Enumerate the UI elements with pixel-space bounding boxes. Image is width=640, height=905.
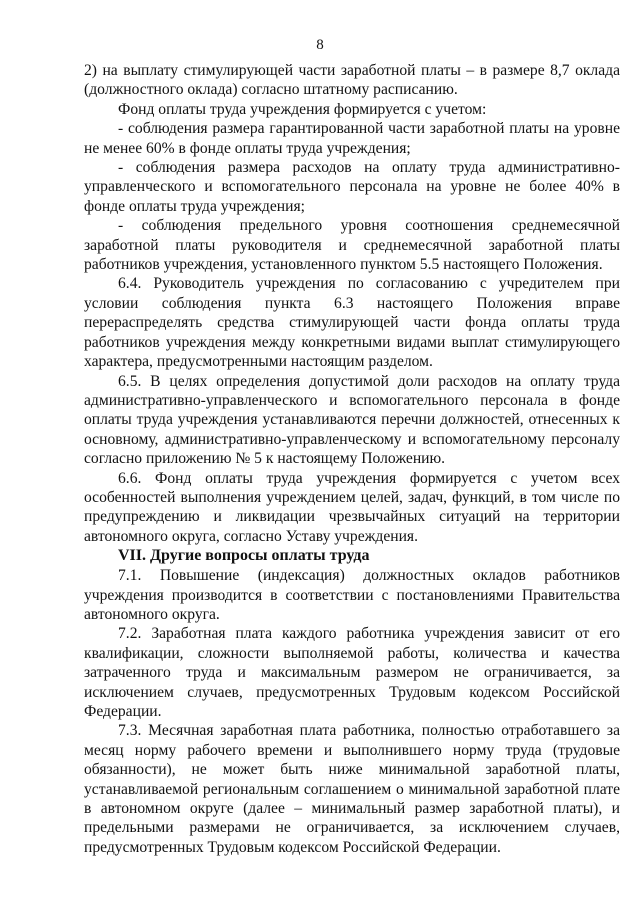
paragraph-guaranteed-part: - соблюдения размера гарантированной части заработной платы на уровне не менее 60% в фонде оплаты труда учреждения; [84, 120, 620, 157]
paragraph-fund-formation-intro: Фонд оплаты труда учреждения формируется с учетом: [118, 100, 487, 118]
document-body [84, 61, 620, 857]
paragraph-6-4: 6.4. Руководитель учреждения по согласованию с учредителем при условии соблюдения пункта 6.3 настоящего Положения вправе перераспределять средства стимулирующей части фонда оплаты труда работников учреждения между конкретными видами выплат стимулирующего характера, предусмотренными настоящим разделом. [84, 275, 620, 371]
page-number: 8 [316, 37, 324, 53]
paragraph-payment-item-2: 2) на выплату стимулирующей части заработной платы – в размере 8,7 оклада (должностного оклада) согласно штатному расписанию. [84, 62, 620, 99]
paragraph-7-1: 7.1. Повышение (индексация) должностных окладов работников учреждения производится в соответствии с постановлениями Правительства автономного округа. [84, 567, 620, 623]
paragraph-6-5: 6.5. В целях определения допустимой доли расходов на оплату труда административно-управленческого и вспомогательного персонала в фонде оплаты труда учреждения устанавливаются перечни должностей, отнесенных к основному, административно-управленческому и вспомогательному персоналу согласно приложению № 5 к настоящему Положению. [84, 372, 620, 468]
paragraph-6-6: 6.6. Фонд оплаты труда учреждения формируется с учетом всех особенностей выполнения учреждением целей, задач, функций, в том числе по предупреждению и ликвидации чрезвычайных ситуаций на территории автономного округа, согласно Уставу учреждения. [84, 469, 620, 545]
paragraph-salary-ratio: - соблюдения предельного уровня соотношения среднемесячной заработной платы руководителя и среднемесячной заработной платы работников учреждения, установленного пунктом 5.5 настоящего Положения. [84, 217, 620, 274]
paragraph-7-3: 7.3. Месячная заработная плата работника, полностью отработавшего за месяц норму рабочего времени и выполнившего норму труда (трудовые обязанности), не может быть ниже минимальной заработной платы, устанавливаемой региональным соглашением о минимальной заработной плате в автономном округе (далее – минимальный размер заработной платы), и предельными размерами не ограничивается, за исключением случаев, предусмотренных Трудовым кодексом Российской Федерации. [84, 722, 620, 856]
paragraph-admin-expenses: - соблюдения размера расходов на оплату труда административно-управленческого и вспомогательного персонала на уровне не более 40% в фонде оплаты труда учреждения; [84, 159, 620, 215]
section-heading: VII. Другие вопросы оплаты труда [118, 547, 370, 565]
paragraph-7-2: 7.2. Заработная плата каждого работника учреждения зависит от его квалификации, сложности выполняемой работы, количества и качества затраченного труда и максимальным размером не ограничивается, за исключением случаев, предусмотренных Трудовым кодексом Российской Федерации. [84, 625, 620, 720]
